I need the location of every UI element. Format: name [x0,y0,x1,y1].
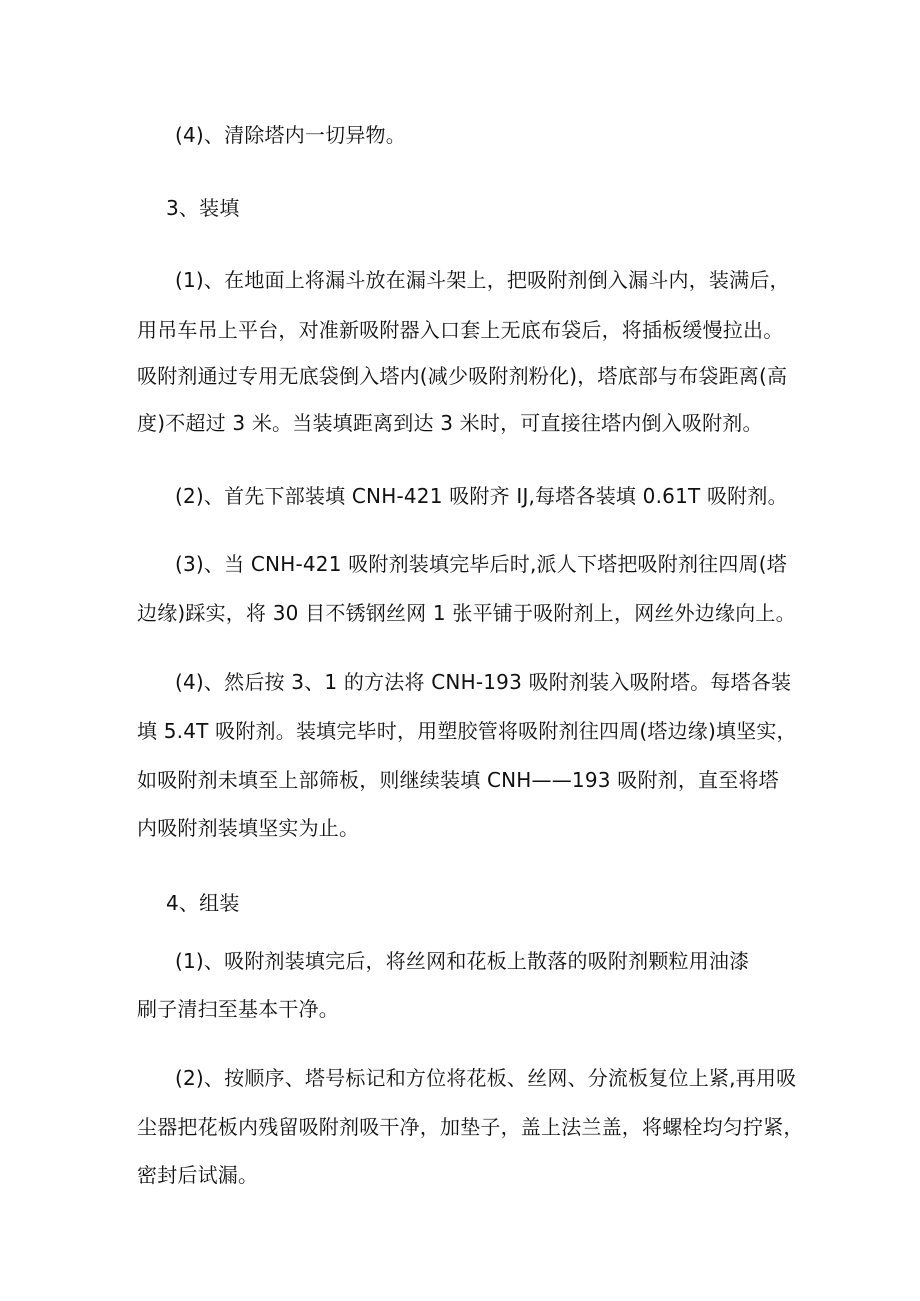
text-line: (2)、首先下部装填 CNH-421 吸附齐 IJ,每塔各装填 0.61T 吸附剂。 [175,484,788,508]
section-heading: 4、组装 [166,891,240,915]
text-line: (4)、清除塔内一切异物。 [175,123,406,147]
text-line: (1)、在地面上将漏斗放在漏斗架上，把吸附剂倒入漏斗内，装满后， [175,268,790,292]
text-line: 填 5.4T 吸附剂。装填完毕时，用塑胶管将吸附剂往四周(塔边缘)填坚实， [137,719,797,743]
text-line: 刷子清扫至基本干净。 [137,997,339,1021]
section-heading: 3、装填 [166,196,240,220]
text-line: 吸附剂通过专用无底袋倒入塔内(减少吸附剂粉化)，塔底部与布袋距离(高 [137,364,788,388]
text-line: (1)、吸附剂装填完后，将丝网和花板上散落的吸附剂颗粒用油漆 [175,949,750,973]
text-line: 用吊车吊上平台，对准新吸附器入口套上无底布袋后，将插板缓慢拉出。 [137,318,784,342]
text-line: 密封后试漏。 [137,1163,259,1187]
text-line: 度)不超过 3 米。当装填距离到达 3 米时，可直接往塔内倒入吸附剂。 [137,411,763,435]
text-line: (4)、然后按 3、1 的方法将 CNH-193 吸附剂装入吸附塔。每塔各装 [175,670,792,694]
text-line: 边缘)踩实，将 30 目不锈钢丝网 1 张平铺于吸附剂上，网丝外边缘向上。 [137,601,796,625]
text-line: (3)、当 CNH-421 吸附剂装填完毕后时,派人下塔把吸附剂往四周(塔 [175,552,787,576]
text-line: 如吸附剂未填至上部筛板，则继续装填 CNH——193 吸附剂，直至将塔 [137,768,779,792]
text-line: 内吸附剂装填坚实为止。 [137,816,360,840]
text-line: (2)、按顺序、塔号标记和方位将花板、丝网、分流板复位上紧,再用吸 [175,1066,797,1090]
text-line: 尘器把花板内残留吸附剂吸干净，加垫子，盖上法兰盖，将螺栓均匀拧紧， [137,1115,804,1139]
